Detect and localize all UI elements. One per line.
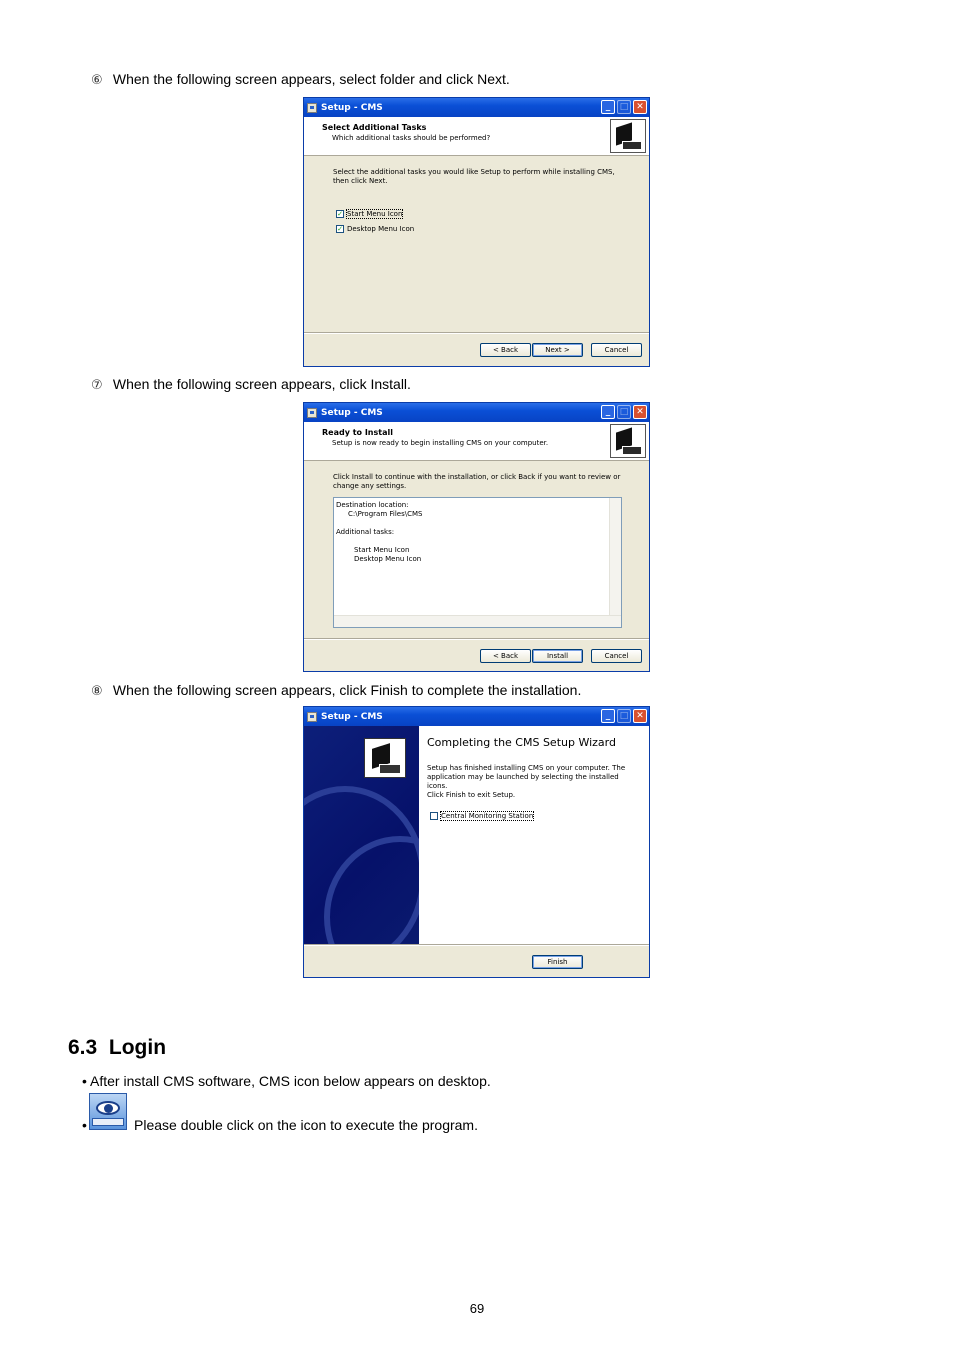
vertical-scrollbar[interactable] — [609, 498, 621, 615]
back-button[interactable]: < Back — [480, 649, 531, 663]
checkbox-unchecked-icon[interactable] — [430, 812, 438, 820]
step-number: ⑧ — [91, 684, 103, 699]
checkbox-label[interactable]: Desktop Menu Icon — [347, 225, 415, 233]
checkbox-label[interactable]: Central Monitoring Station — [441, 812, 534, 820]
minimize-icon[interactable]: _ — [601, 405, 615, 419]
horizontal-scrollbar[interactable] — [334, 615, 621, 627]
additional-tasks-label: Additional tasks: — [336, 528, 395, 536]
install-button[interactable]: Install — [532, 649, 583, 663]
button-separator — [304, 638, 649, 640]
setup-dialog-ready-to-install — [303, 402, 650, 672]
monitor-bar-icon — [92, 1118, 124, 1126]
step-text: When the following screen appears, click Finish to complete the installation. — [112, 682, 582, 698]
section-heading — [68, 1036, 166, 1060]
title-bar[interactable] — [304, 98, 649, 117]
wizard-subheading: Which additional tasks should be performed? — [332, 134, 491, 142]
wizard-header — [304, 422, 649, 461]
wizard-finish-panel — [419, 726, 649, 944]
wizard-description: Select the additional tasks you would like Setup to perform while installing CMS, then click Next. — [333, 168, 615, 185]
desktop-menu-icon-checkbox[interactable] — [336, 225, 414, 233]
task-item: Start Menu Icon — [354, 546, 410, 554]
finish-button[interactable]: Finish — [532, 955, 583, 969]
step-6-instruction — [91, 71, 510, 89]
close-icon[interactable]: ✕ — [633, 100, 647, 114]
title-bar[interactable] — [304, 403, 649, 422]
destination-value: C:\Program Files\CMS — [348, 510, 423, 518]
finish-instruction: Click Finish to exit Setup. — [427, 791, 516, 799]
installer-logo-icon — [364, 738, 406, 778]
checkbox-checked-icon[interactable]: ✓ — [337, 210, 343, 218]
setup-app-icon — [307, 712, 317, 722]
wizard-heading: Select Additional Tasks — [322, 123, 427, 132]
wizard-header — [304, 117, 649, 156]
close-icon[interactable]: ✕ — [633, 405, 647, 419]
step-text: When the following screen appears, click Install. — [112, 376, 411, 392]
wizard-heading: Ready to Install — [322, 428, 393, 437]
window-title: Setup - CMS — [321, 711, 383, 722]
minimize-icon[interactable]: _ — [601, 709, 615, 723]
window-title: Setup - CMS — [321, 102, 383, 113]
button-separator — [304, 944, 649, 946]
wizard-subheading: Setup is now ready to begin installing CMS on your computer. — [332, 439, 549, 447]
bullet-item: • After install CMS software, CMS icon below appears on desktop. — [82, 1073, 491, 1089]
wizard-description: Click Install to continue with the installation, or click Back if you want to review or change any settings. — [333, 473, 621, 490]
setup-dialog-completing — [303, 706, 650, 978]
step-number: ⑦ — [91, 378, 103, 393]
bullet-marker: • — [82, 1117, 87, 1133]
next-button[interactable]: Next > — [532, 343, 583, 357]
task-item: Desktop Menu Icon — [354, 555, 422, 563]
minimize-icon[interactable]: _ — [601, 100, 615, 114]
destination-label: Destination location: — [336, 501, 409, 509]
section-number: 6.3 — [68, 1036, 98, 1059]
step-7-instruction — [91, 376, 411, 394]
setup-dialog-additional-tasks — [303, 97, 650, 367]
installer-logo-icon — [610, 119, 646, 153]
cancel-button[interactable]: Cancel — [591, 649, 642, 663]
maximize-icon: □ — [617, 100, 631, 114]
bullet-item: Please double click on the icon to execute the program. — [134, 1117, 478, 1133]
wizard-side-banner — [304, 726, 419, 944]
wizard-heading: Completing the CMS Setup Wizard — [427, 736, 616, 749]
install-summary-memo[interactable] — [333, 497, 622, 628]
installer-logo-icon — [610, 424, 646, 458]
step-number: ⑥ — [91, 73, 103, 88]
pupil-icon — [104, 1104, 113, 1113]
cancel-button[interactable]: Cancel — [591, 343, 642, 357]
setup-app-icon — [307, 408, 317, 418]
page-number: 69 — [469, 1301, 485, 1316]
back-button[interactable]: < Back — [480, 343, 531, 357]
checkbox-label[interactable]: Start Menu Icon — [347, 210, 403, 218]
cms-desktop-icon — [89, 1093, 127, 1130]
central-monitoring-station-checkbox[interactable] — [430, 812, 533, 820]
checkbox-checked-icon[interactable]: ✓ — [337, 225, 343, 233]
setup-app-icon — [307, 103, 317, 113]
maximize-icon: □ — [617, 405, 631, 419]
window-title: Setup - CMS — [321, 407, 383, 418]
finish-text: Setup has finished installing CMS on your computer. The application may be launched by selecting the installed icons. — [427, 764, 626, 790]
close-icon[interactable]: ✕ — [633, 709, 647, 723]
step-text: When the following screen appears, select folder and click Next. — [112, 71, 510, 87]
section-title: Login — [108, 1036, 167, 1059]
step-8-instruction — [91, 682, 581, 700]
maximize-icon: □ — [617, 709, 631, 723]
start-menu-icon-checkbox[interactable] — [336, 210, 402, 218]
button-separator — [304, 332, 649, 334]
title-bar[interactable] — [304, 707, 649, 726]
